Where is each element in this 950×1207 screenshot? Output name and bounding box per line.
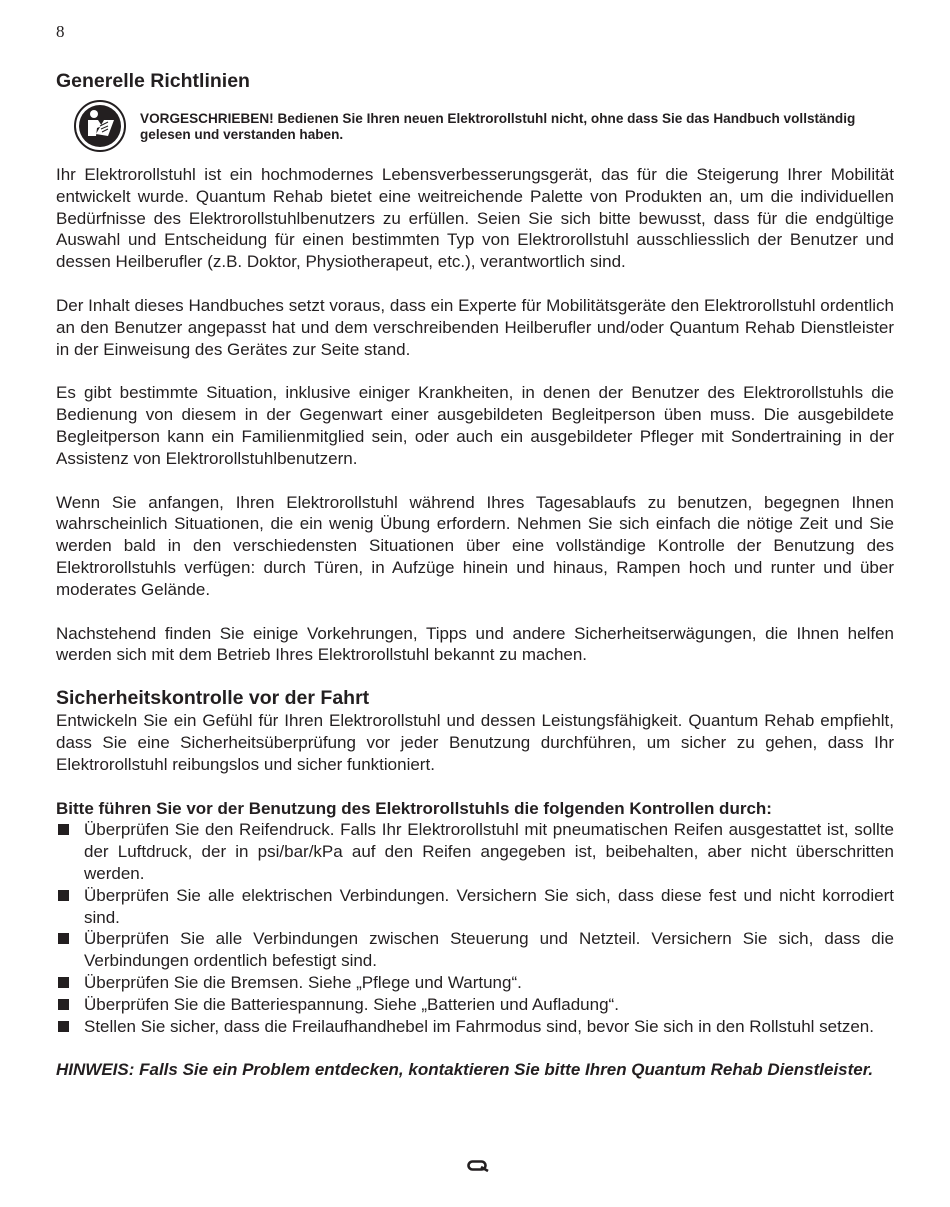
quantum-logo-icon	[467, 1160, 489, 1172]
warning-text: VORGESCHRIEBEN! Bedienen Sie Ihren neuen Elektrorollstuhl nicht, ohne dass Sie das Handbuch vollständig gelesen und verstanden haben.	[140, 111, 856, 142]
warning-notice	[74, 100, 894, 152]
list-item-text: Überprüfen Sie den Reifendruck. Falls Ihr Elektrorollstuhl mit pneumatischen Reifen ausgestattet ist, sollte der Luftdruck, der in psi/bar/kPa auf den Reifen angegeben ist, beibehalten, aber nicht überschritten werden.	[84, 820, 894, 883]
list-item-text: Überprüfen Sie die Bremsen. Siehe „Pflege und Wartung“.	[84, 972, 522, 992]
list-item	[56, 994, 894, 1016]
list-item	[56, 819, 894, 884]
list-item-text: Überprüfen Sie alle Verbindungen zwischen Steuerung und Netzteil. Versichern Sie sich, dass die Verbindungen ordentlich befestigt sind.	[84, 929, 894, 971]
list-item	[56, 1016, 894, 1038]
note-hinweis: HINWEIS: Falls Sie ein Problem entdecken, kontaktieren Sie bitte Ihren Quantum Rehab Dienstleister.	[56, 1060, 874, 1080]
square-bullet-icon	[58, 999, 69, 1010]
paragraph: Der Inhalt dieses Handbuches setzt voraus, dass ein Experte für Mobilitätsgeräte den Elektrorollstuhl ordentlich an den Benutzer angepasst hat und dem verschreibenden Heilberufler und/oder Quantum Rehab Dienstleister in der Einweisung des Gerätes zur Seite stand.	[56, 295, 894, 359]
list-item-text: Überprüfen Sie alle elektrischen Verbindungen. Versichern Sie sich, dass diese fest und nicht korrodiert sind.	[84, 885, 894, 927]
paragraph: Wenn Sie anfangen, Ihren Elektrorollstuhl während Ihres Tagesablaufs zu benutzen, begegnen Ihnen wahrscheinlich Situationen, die ein wenig Übung erfordern. Nehmen Sie sich einfach die nötige Zeit und Sie werden bald in den verschiedensten Situationen über eine vollständige Kontrolle der Benutzung des Elektrorollstuhls verfügen: durch Türen, in Aufzüge hinein und hinaus, Rampen hoch und runter und über moderates Gelände.	[56, 492, 894, 599]
paragraph: Es gibt bestimmte Situation, inklusive einiger Krankheiten, in denen der Benutzer des Elektrorollstuhls die Bedienung von diesem in der Gegenwart einer ausgebildeten Begleitperson üben muss. Die ausgebildete Begleitperson kann ein Familienmitglied sein, oder auch ein ausgebildeter Pfleger mit Sondertraining in der Assistenz von Elektrorollstuhlbenutzern.	[56, 383, 894, 468]
paragraph: Ihr Elektrorollstuhl ist ein hochmodernes Lebensverbesserungsgerät, das für die Steigerung Ihrer Mobilität entwickelt wurde. Quantum Rehab bietet eine weitreichende Palette von Produkten an, um die individuellen Bedürfnisse des Elektrorollstuhlbenutzers zu erfüllen. Seien Sie sich bitte bewusst, dass für die endgültige Auswahl und Entscheidung für einen bestimmten Typ von Elektrorollstuhl ausschliesslich der Benutzer und dessen Heilberufler (z.B. Doktor, Physiotherapeut, etc.), verantwortlich sind.	[56, 165, 894, 272]
square-bullet-icon	[58, 1021, 69, 1032]
list-item	[56, 928, 894, 972]
page-number: 8	[56, 22, 65, 41]
list-item	[56, 885, 894, 929]
square-bullet-icon	[58, 977, 69, 988]
square-bullet-icon	[58, 890, 69, 901]
safety-paragraph: Entwickeln Sie ein Gefühl für Ihren Elektrorollstuhl und dessen Leistungsfähigkeit. Quantum Rehab empfiehlt, dass Sie eine Sicherheitsüberprüfung vor jeder Benutzung durchführen, um sicher zu gehen, dass Ihr Elektrorollstuhl reibungslos und sicher funktioniert.	[56, 711, 894, 774]
checklist-intro: Bitte führen Sie vor der Benutzung des Elektrorollstuhls die folgenden Kontrollen durch:	[56, 798, 772, 818]
paragraph: Nachstehend finden Sie einige Vorkehrungen, Tipps und andere Sicherheitserwägungen, die Ihnen helfen werden sich mit dem Betrieb Ihres Elektrorollstuhl bekannt zu machen.	[56, 623, 894, 665]
section-heading-general: Generelle Richtlinien	[56, 70, 250, 92]
checklist	[56, 819, 894, 1037]
list-item-text: Stellen Sie sicher, dass die Freilaufhandhebel im Fahrmodus sind, bevor Sie sich in den Rollstuhl setzen.	[84, 1016, 874, 1036]
square-bullet-icon	[58, 824, 69, 835]
page-content	[56, 68, 894, 1081]
read-manual-icon	[74, 100, 126, 152]
list-item-text: Überprüfen Sie die Batteriespannung. Siehe „Batterien und Aufladung“.	[84, 994, 619, 1014]
square-bullet-icon	[58, 933, 69, 944]
section-heading-safety: Sicherheitskontrolle vor der Fahrt	[56, 687, 370, 710]
list-item	[56, 972, 894, 994]
